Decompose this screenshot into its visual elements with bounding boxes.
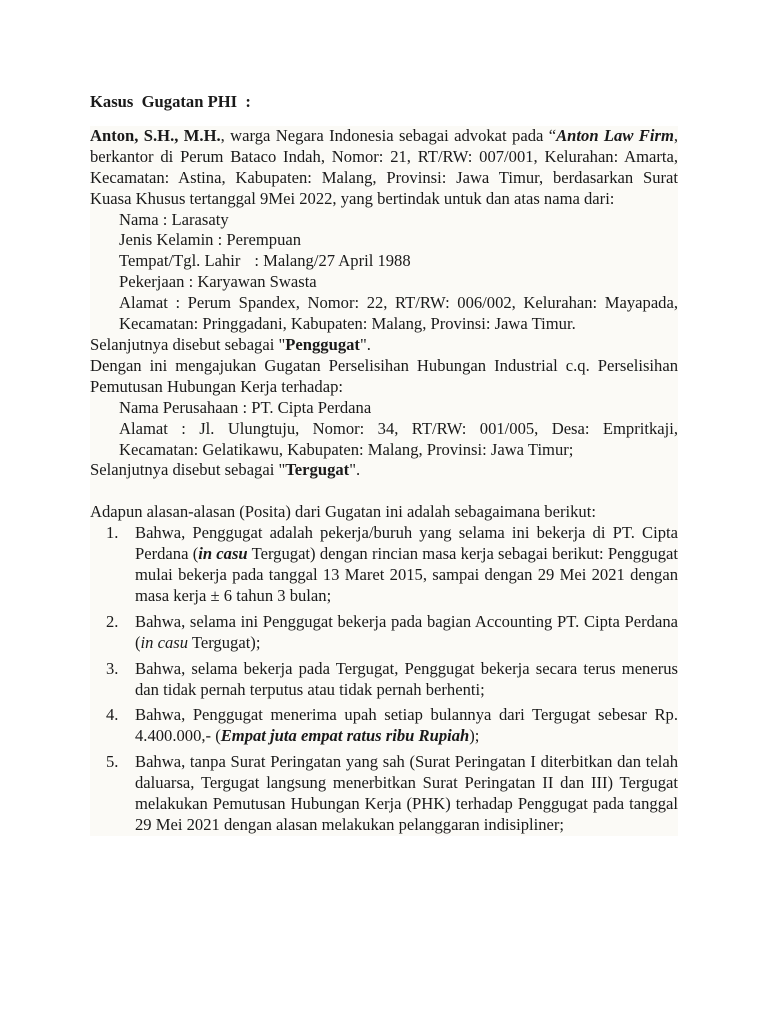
penggugat-designation: Selanjutnya disebut sebagai "Penggugat". [90, 334, 371, 354]
list-item: 5. Bahwa, tanpa Surat Peringatan yang sah (Surat Peringatan I diterbitkan dan telah daluarsa, Tergugat langsung menerbitkan Surat Peringatan II dan III) Tergugat melakukan Pemutusan Hubungan Kerja (PHK) terhadap Penggugat pada tanggal 29 Mei 2021 dengan alasan melakukan pelanggaran indisipliner; [106, 752, 678, 834]
advocate-name: Anton, S.H., M.H. [90, 125, 221, 145]
plaintiff-name: Nama : Larasaty [119, 209, 229, 229]
shaded-section [90, 126, 678, 836]
plaintiff-gender: Jenis Kelamin : Perempuan [119, 230, 302, 250]
plaintiff-address: Alamat : Perum Spandex, Nomor: 22, RT/RW: 006/002, Kelurahan: Mayapada, Kecamatan: Pringgadani, Kabupaten: Malang, Provinsi: Jawa Timur. [119, 293, 678, 334]
intro-paragraph: Anton, S.H., M.H., warga Negara Indonesia sebagai advokat pada “Anton Law Firm, berkantor di Perum Bataco Indah, Nomor: 21, RT/RW: 007/001, Kelurahan: Amarta, Kecamatan: Astina, Kabupaten: Malang, Provinsi: Jawa Timur, berdasarkan Surat Kuasa Khusus tertanggal 9Mei 2022, yang bertindak untuk dan atas nama dari: [90, 125, 679, 208]
tergugat-designation: Selanjutnya disebut sebagai "Tergugat". [90, 460, 361, 480]
reasons-list [90, 523, 678, 836]
document-body [90, 92, 678, 841]
claim-paragraph: Dengan ini mengajukan Gugatan Perselisihan Hubungan Industrial c.q. Perselisihan Pemutusan Hubungan Kerja terhadap: [90, 355, 678, 396]
plaintiff-birth: Tempat/Tgl. Lahir : Malang/27 April 1988 [119, 251, 411, 271]
defendant-name: Nama Perusahaan : PT. Cipta Perdana [119, 397, 372, 417]
defendant-address: Alamat : Jl. Ulungtuju, Nomor: 34, RT/RW: 001/005, Desa: Empritkaji, Kecamatan: Gelatikawu, Kabupaten: Malang, Provinsi: Jawa Timur; [119, 418, 678, 459]
list-item: 4. Bahwa, Penggugat menerima upah setiap bulannya dari Tergugat sebesar Rp. 4.400.000,- (Empat juta empat ratus ribu Rupiah); [106, 705, 678, 746]
blank-line [90, 481, 678, 502]
list-item: 2. Bahwa, selama ini Penggugat bekerja pada bagian Accounting PT. Cipta Perdana (in casu Tergugat); [106, 611, 678, 652]
list-item: 3. Bahwa, selama bekerja pada Tergugat, Penggugat bekerja secara terus menerus dan tidak pernah terputus atau tidak pernah berhenti; [106, 658, 678, 699]
posita-intro: Adapun alasan-alasan (Posita) dari Gugatan ini adalah sebagaimana berikut: [90, 502, 596, 522]
list-item: 1. Bahwa, Penggugat adalah pekerja/buruh yang selama ini bekerja di PT. Cipta Perdana (in casu Tergugat) dengan rincian masa kerja sebagai berikut: Penggugat mulai bekerja pada tanggal 13 Maret 2015, sampai dengan 29 Mei 2021 dengan masa kerja ± 6 tahun 3 bulan; [106, 523, 678, 605]
plaintiff-occupation: Pekerjaan : Karyawan Swasta [119, 272, 317, 292]
firm-name: Anton Law Firm [556, 125, 674, 145]
document-title: Kasus Gugatan PHI : [90, 92, 251, 111]
